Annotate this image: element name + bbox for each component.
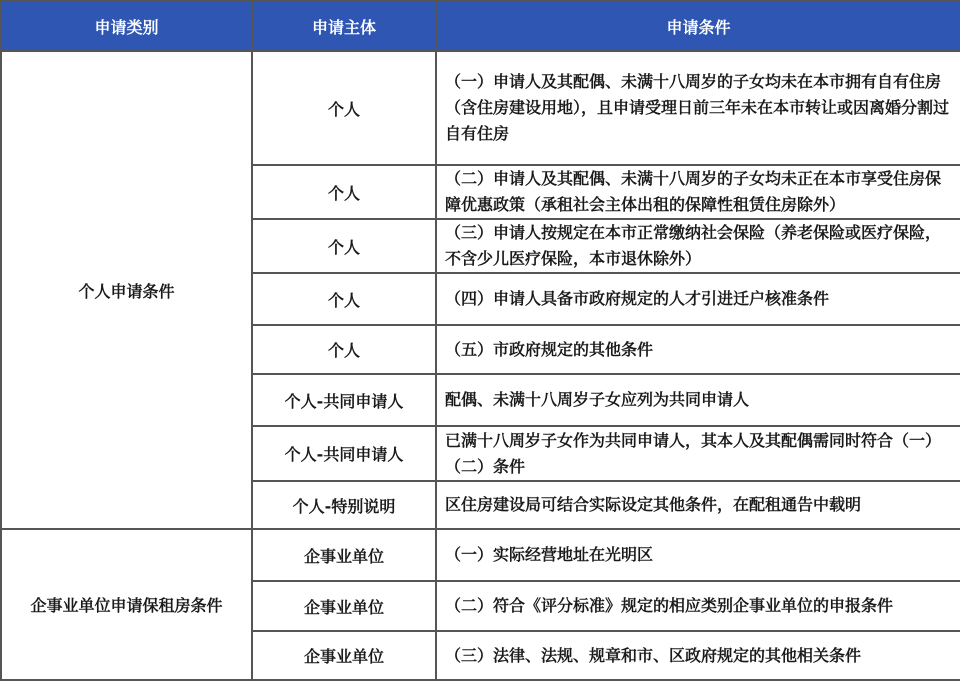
subject-cell: 企事业单位 — [252, 631, 436, 680]
subject-cell: 个人 — [252, 273, 436, 325]
condition-cell: （二）申请人及其配偶、未满十八周岁的子女均未正在本市享受住房保障优惠政策（承租社会主体出租的保障性租赁住房除外） — [436, 165, 960, 219]
condition-cell: （五）市政府规定的其他条件 — [436, 325, 960, 374]
subject-cell: 个人-特别说明 — [252, 481, 436, 529]
condition-cell: （一）实际经营地址在光明区 — [436, 529, 960, 581]
table-row — [1, 51, 960, 165]
category-cell-enterprise: 企事业单位申请保租房条件 — [1, 529, 252, 680]
subject-cell: 个人-共同申请人 — [252, 374, 436, 426]
table-row — [1, 529, 960, 581]
subject-cell: 企事业单位 — [252, 529, 436, 581]
subject-cell: 个人 — [252, 51, 436, 165]
subject-cell: 个人 — [252, 165, 436, 219]
header-category: 申请类别 — [1, 1, 252, 51]
subject-cell: 企事业单位 — [252, 581, 436, 631]
condition-cell: （四）申请人具备市政府规定的人才引进迁户核准条件 — [436, 273, 960, 325]
condition-cell: 已满十八周岁子女作为共同申请人，其本人及其配偶需同时符合（一）（二）条件 — [436, 426, 960, 481]
condition-cell: （二）符合《评分标准》规定的相应类别企事业单位的申报条件 — [436, 581, 960, 631]
subject-cell: 个人 — [252, 325, 436, 374]
header-condition: 申请条件 — [436, 1, 960, 51]
category-cell-individual: 个人申请条件 — [1, 51, 252, 529]
condition-cell: （一）申请人及其配偶、未满十八周岁的子女均未在本市拥有自有住房（含住房建设用地），且申请受理日前三年未在本市转让或因离婚分割过自有住房 — [436, 51, 960, 165]
condition-cell: （三）法律、法规、规章和市、区政府规定的其他相关条件 — [436, 631, 960, 680]
condition-cell: 区住房建设局可结合实际设定其他条件，在配租通告中载明 — [436, 481, 960, 529]
condition-cell: 配偶、未满十八周岁子女应列为共同申请人 — [436, 374, 960, 426]
condition-cell: （三）申请人按规定在本市正常缴纳社会保险（养老保险或医疗保险，不含少儿医疗保险，本市退休除外） — [436, 219, 960, 273]
subject-cell: 个人-共同申请人 — [252, 426, 436, 481]
subject-cell: 个人 — [252, 219, 436, 273]
header-subject: 申请主体 — [252, 1, 436, 51]
header-row — [1, 1, 960, 51]
